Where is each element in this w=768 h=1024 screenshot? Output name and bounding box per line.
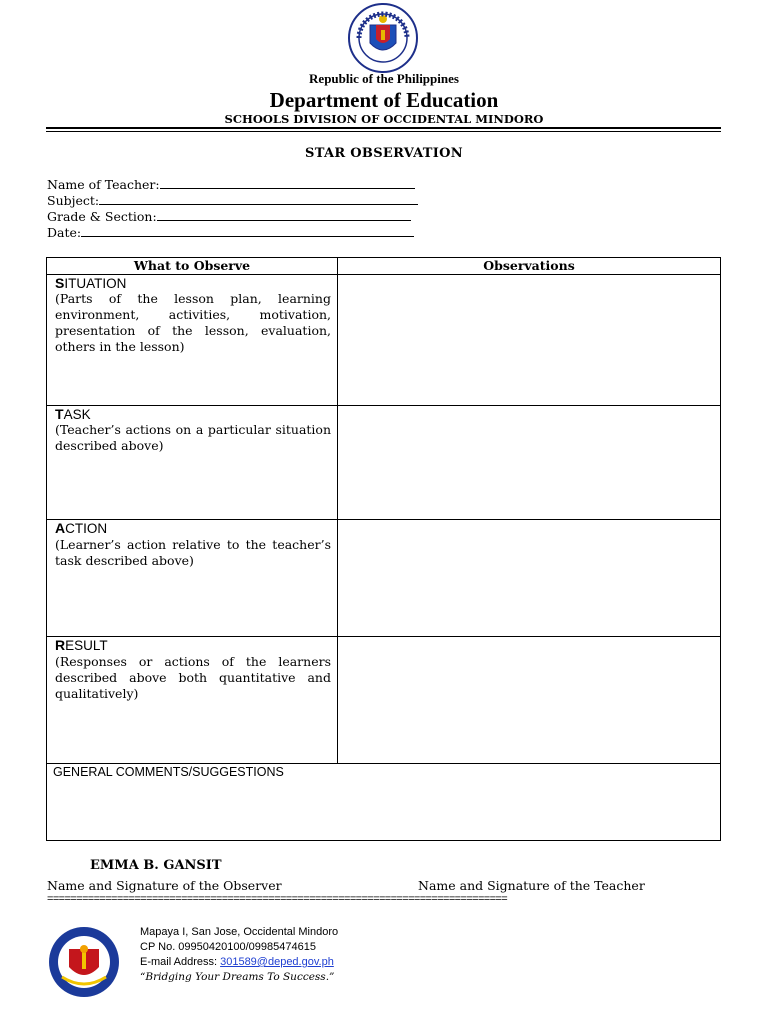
school-address: Mapaya I, San Jose, Occidental Mindoro — [140, 926, 339, 938]
email-link[interactable]: 301589@deped.gov.ph — [220, 956, 334, 968]
date-label: Date: — [47, 225, 82, 240]
grade-section-line[interactable] — [157, 209, 411, 221]
star-observation-table — [46, 257, 721, 841]
situation-title — [55, 275, 126, 291]
task-description: (Teacher’s actions on a particular situation described above) — [55, 422, 331, 453]
republic-heading: Republic of the Philippines — [309, 71, 459, 86]
column-header-what-to-observe: What to Observe — [133, 258, 251, 273]
school-email-row — [140, 956, 334, 968]
school-cp-number: CP No. 09950420100/09985474615 — [140, 941, 316, 953]
situation-rest: TUATION — [68, 276, 127, 291]
action-description: (Learner’s action relative to the teacher’s task described above) — [55, 537, 331, 568]
date-line[interactable] — [81, 225, 414, 237]
teacher-signature-label: Name and Signature of the Teacher — [418, 878, 645, 893]
task-title — [55, 406, 91, 422]
subject-field[interactable] — [47, 193, 418, 208]
result-description: (Responses or actions of the learners described above both quantitative and qualitatively) — [55, 654, 331, 701]
school-tagline: “Bridging Your Dreams To Success.” — [140, 971, 335, 983]
document-title: STAR OBSERVATION — [305, 146, 463, 161]
action-rest: CTION — [65, 521, 108, 536]
teacher-name-label: Name of Teacher: — [47, 177, 160, 192]
grade-section-field[interactable] — [47, 209, 411, 224]
teacher-name-line[interactable] — [160, 177, 415, 189]
result-observation-cell[interactable] — [338, 637, 720, 763]
result-rest: ESULT — [65, 638, 108, 653]
situation-initial: S — [55, 275, 65, 291]
result-title — [55, 637, 108, 653]
situation-observation-cell[interactable] — [338, 275, 720, 405]
teacher-name-field[interactable] — [47, 177, 415, 192]
column-header-observations: Observations — [483, 258, 575, 273]
situation-initial-rest: I — [64, 276, 69, 291]
action-initial: A — [55, 520, 66, 536]
observer-signature-label: Name and Signature of the Observer — [47, 878, 282, 893]
division-heading: SCHOOLS DIVISION OF OCCIDENTAL MINDORO — [224, 112, 544, 126]
task-observation-cell[interactable] — [338, 406, 720, 519]
department-heading: Department of Education — [269, 88, 499, 112]
task-initial: T — [55, 406, 64, 422]
school-logo — [45, 925, 123, 999]
task-rest: ASK — [63, 407, 91, 422]
subject-label: Subject: — [47, 193, 100, 208]
situation-description: (Parts of the lesson plan, learning environment, activities, motivation, presentation of the lesson, evaluation, others in the lesson) — [55, 291, 331, 354]
email-label: E-mail Address: — [140, 956, 221, 968]
action-title — [55, 520, 107, 536]
subject-line[interactable] — [99, 193, 418, 205]
observer-name: EMMA B. GANSIT — [90, 858, 222, 873]
action-observation-cell[interactable] — [338, 520, 720, 636]
result-initial: R — [55, 637, 66, 653]
date-field[interactable] — [47, 225, 414, 240]
row-divider — [47, 763, 720, 764]
deped-seal-logo — [345, 3, 421, 73]
general-comments-label: GENERAL COMMENTS/SUGGESTIONS — [53, 765, 284, 779]
header-rule-top — [46, 127, 721, 129]
general-comments-area[interactable] — [47, 780, 720, 840]
grade-section-label: Grade & Section: — [47, 209, 157, 224]
header-rule-bottom — [46, 131, 721, 132]
separator-line: =============================================================================== — [47, 893, 508, 905]
